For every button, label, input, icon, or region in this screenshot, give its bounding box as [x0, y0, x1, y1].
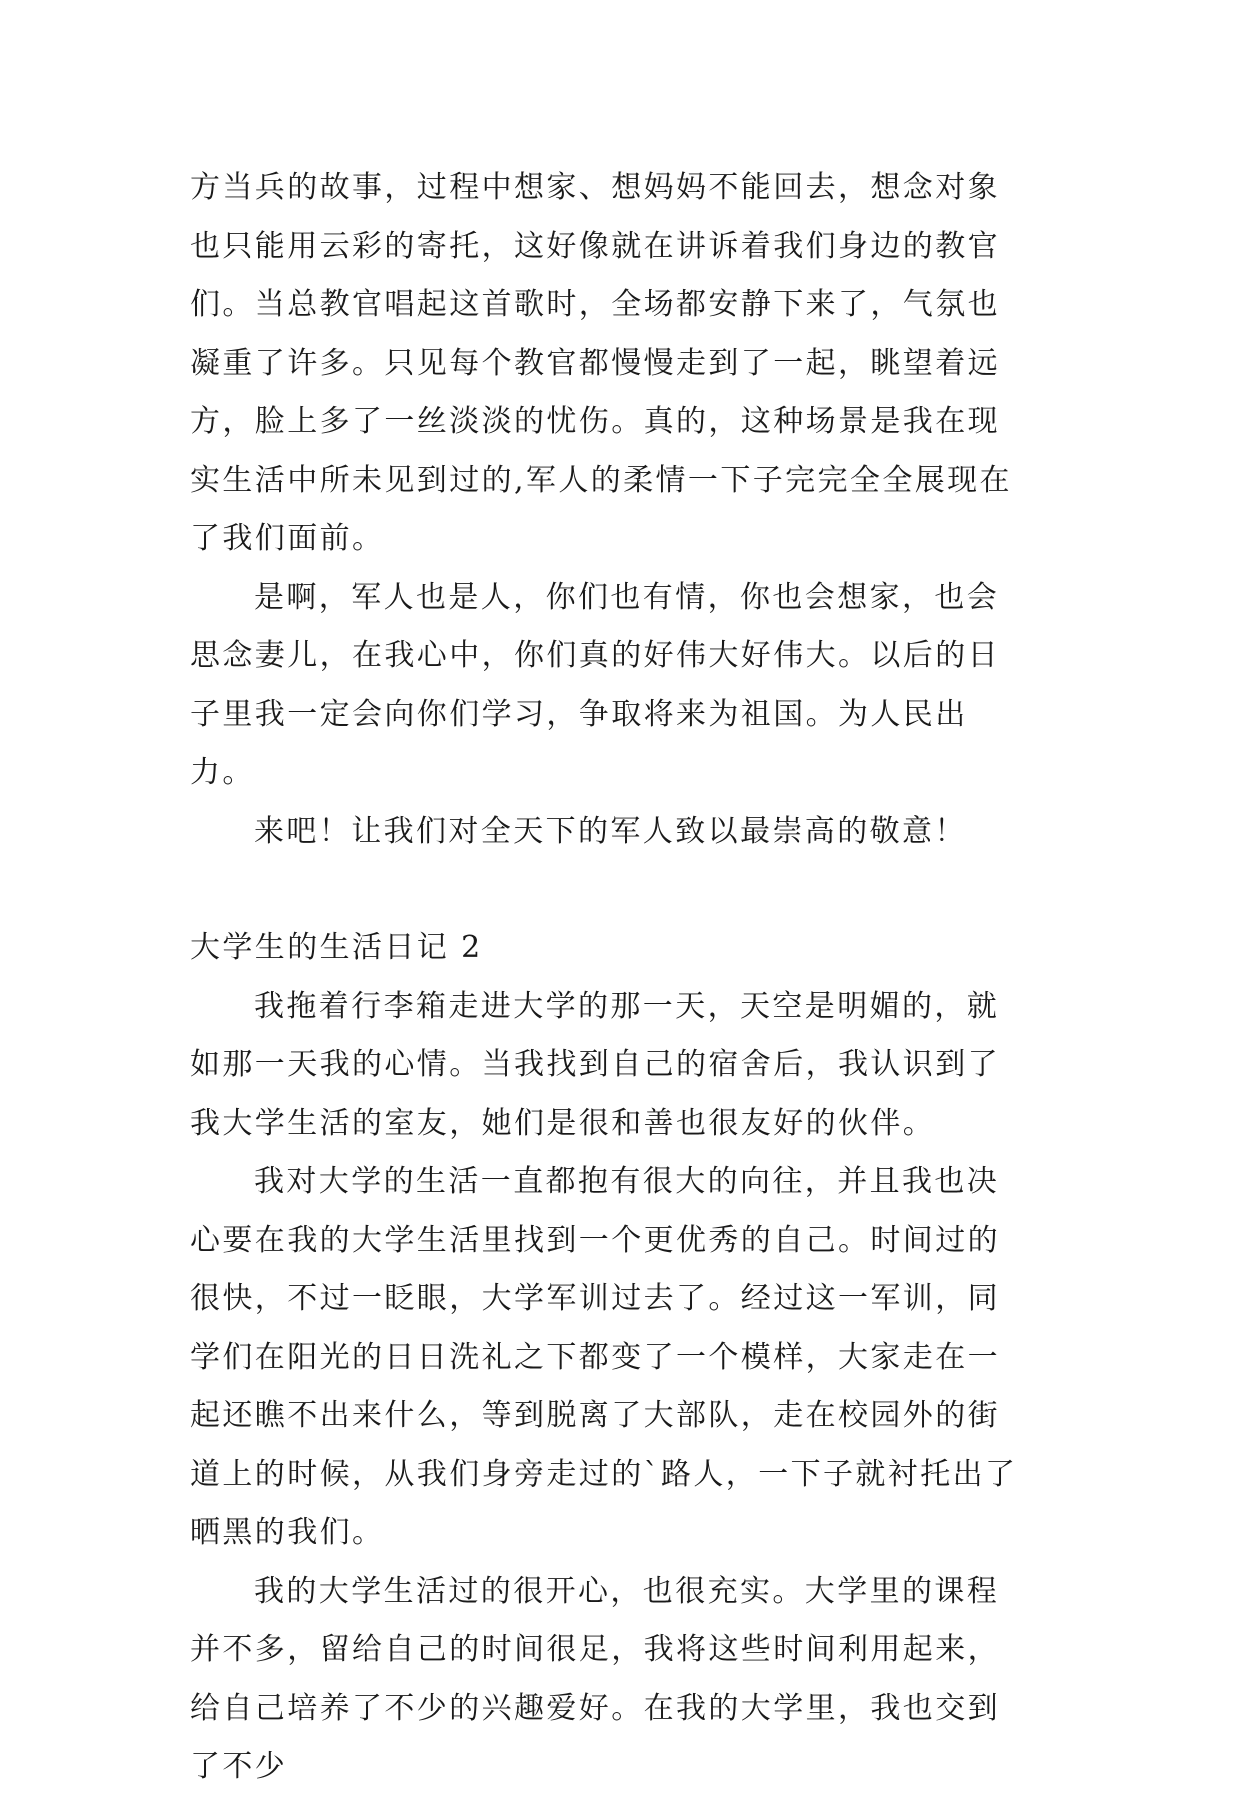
- section-heading: 大学生的生活日记 2: [190, 930, 483, 965]
- paragraph: 是啊，军人也是人，你们也有情，你也会想家，也会思念妻儿，在我心中，你们真的好伟大好伟大。以后的日子里我一定会向你们学习，争取将来为祖国。为人民出力。: [190, 579, 1000, 790]
- section-spacer: [190, 861, 1020, 919]
- paragraph: 来吧！让我们对全天下的军人致以最崇高的敬意！: [254, 813, 967, 849]
- paragraph: 我拖着行李箱走进大学的那一天，天空是明媚的，就如那一天我的心情。当我找到自己的宿舍后，我认识到了我大学生活的室友，她们是很和善也很友好的伙伴。: [190, 988, 1000, 1141]
- paragraph-continued: 方当兵的故事，过程中想家、想妈妈不能回去，想念对象也只能用云彩的寄托，这好像就在讲诉着我们身边的教官们。当总教官唱起这首歌时，全场都安静下来了，气氛也凝重了许多。只见每个教官都慢慢走到了一起，眺望着远方，脸上多了一丝淡淡的忧伤。真的，这种场景是我在现实生活中所未见到过的,军人的柔情一下子完完全全展现在了我们面前。: [190, 170, 1012, 556]
- paragraph: 我的大学生活过的很开心，也很充实。大学里的课程并不多，留给自己的时间很足，我将这些时间利用起来，给自己培养了不少的兴趣爱好。在我的大学里，我也交到了不少: [190, 1573, 1000, 1784]
- document-body: [190, 159, 1020, 1797]
- paragraph: 我对大学的生活一直都抱有很大的向往，并且我也决心要在我的大学生活里找到一个更优秀的自己。时间过的很快，不过一眨眼，大学军训过去了。经过这一军训，同学们在阳光的日日洗礼之下都变了一个模样，大家走在一起还瞧不出来什么，等到脱离了大部队，走在校园外的街道上的时候，从我们身旁走过的`路人，一下子就衬托出了晒黑的我们。: [190, 1164, 1018, 1550]
